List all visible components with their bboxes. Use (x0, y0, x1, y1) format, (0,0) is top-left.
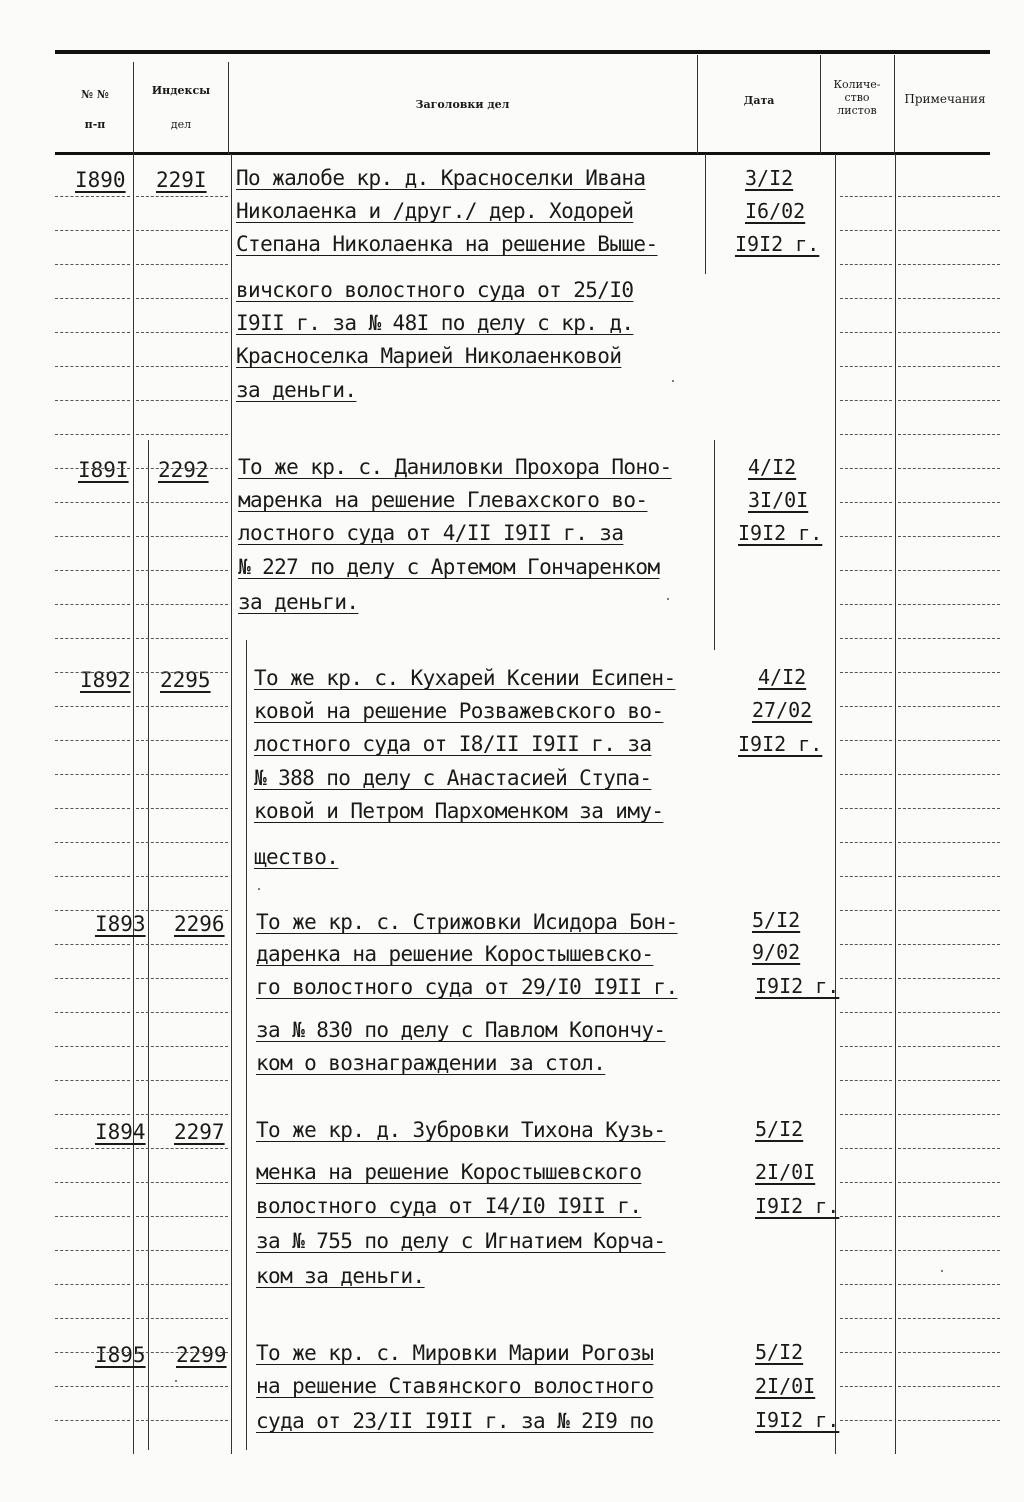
ruled-line (55, 196, 130, 197)
ruled-line (898, 876, 1000, 877)
ruled-line (898, 400, 1000, 401)
entry-index: 2299 (176, 1343, 227, 1367)
ruled-line (55, 332, 130, 333)
ruled-line (840, 740, 892, 741)
entry-date: I9I2 г. (755, 974, 840, 998)
ruled-line (55, 740, 130, 741)
ruled-line (136, 536, 228, 537)
entry-title-line: ковой на решение Розважевского во- (254, 699, 664, 723)
ruled-line (898, 1250, 1000, 1251)
ruled-line (898, 978, 1000, 979)
entry-num: I895 (95, 1343, 146, 1367)
ruled-line (898, 536, 1000, 537)
ruled-line (136, 1284, 228, 1285)
ruled-line (55, 502, 130, 503)
ruled-line (898, 230, 1000, 231)
ruled-line (136, 740, 228, 741)
ruled-line (898, 1284, 1000, 1285)
ruled-line (136, 298, 228, 299)
ruled-line (898, 196, 1000, 197)
ruled-line (136, 808, 228, 809)
entry-date: 2I/0I (755, 1160, 816, 1184)
entry-index: 2292 (158, 458, 209, 482)
ruled-line (55, 1250, 130, 1251)
ruled-line (55, 434, 130, 435)
body-col-sep (246, 640, 247, 1450)
entry-title-line: I9II г. за № 48I по делу с кр. д. (236, 311, 634, 335)
ruled-line (840, 298, 892, 299)
ruled-line (840, 502, 892, 503)
body-col-sep (705, 154, 706, 274)
header-bottom-rule (55, 152, 990, 155)
ruled-line (136, 672, 228, 673)
ruled-line (840, 808, 892, 809)
ruled-line (55, 230, 130, 231)
ruled-line (136, 638, 228, 639)
ruled-line (898, 910, 1000, 911)
ruled-line (136, 1182, 228, 1183)
ruled-line (898, 1012, 1000, 1013)
ruled-line (136, 604, 228, 605)
body-col-sep (835, 154, 836, 1454)
entry-date: I6/02 (745, 199, 806, 223)
ruled-line (840, 570, 892, 571)
ruled-line (898, 366, 1000, 367)
entry-title-line: вичского волостного суда от 25/I0 (236, 278, 634, 302)
ruled-line (55, 978, 130, 979)
body-col-sep (133, 154, 134, 1454)
ruled-line (840, 1148, 892, 1149)
ruled-line (55, 298, 130, 299)
ruled-line (136, 366, 228, 367)
entry-date: 5/I2 (755, 1117, 804, 1141)
ruled-line (136, 230, 228, 231)
ruled-line (55, 400, 130, 401)
ruled-line (840, 1216, 892, 1217)
ruled-line (840, 638, 892, 639)
entry-num: I894 (95, 1120, 146, 1144)
entry-title-line: суда от 23/II I9II г. за № 2I9 по (256, 1409, 654, 1433)
ruled-line (898, 1080, 1000, 1081)
ruled-line (898, 1148, 1000, 1149)
ruled-line (898, 1386, 1000, 1387)
ruled-line (898, 332, 1000, 333)
header-date: Дата (743, 94, 775, 107)
entry-title-line: Степана Николаенка на решение Выше- (236, 232, 658, 256)
entry-title-line: ком за деньги. (256, 1264, 425, 1288)
ruled-line (840, 1114, 892, 1115)
ruled-line (136, 1114, 228, 1115)
header-title: Заголовки дел (415, 98, 510, 111)
body-col-sep (231, 154, 232, 1454)
ruled-line (840, 196, 892, 197)
ruled-line (840, 1386, 892, 1387)
entry-date: I9I2 г. (755, 1194, 840, 1218)
ruled-line (840, 1318, 892, 1319)
ruled-line (55, 604, 130, 605)
ruled-line (898, 468, 1000, 469)
entry-date: 2I/0I (755, 1374, 816, 1398)
ruled-line (136, 1012, 228, 1013)
entry-title-line: щество. (254, 845, 339, 869)
entry-title-line: То же кр. с. Мировки Марии Рогозы (256, 1341, 654, 1365)
entry-title-line: за деньги. (236, 378, 357, 402)
entry-title-line: на решение Ставянского волостного (256, 1374, 654, 1398)
ruled-line (898, 1216, 1000, 1217)
ruled-line (55, 1046, 130, 1047)
ruled-line (136, 1216, 228, 1217)
entry-title-line: даренка на решение Коростышевско- (256, 942, 654, 966)
ruled-line (55, 1318, 130, 1319)
ruled-line (55, 774, 130, 775)
ruled-line (840, 1046, 892, 1047)
entry-date: 3I/0I (748, 488, 809, 512)
ruled-line (55, 910, 130, 911)
entry-title-line: лостного суда от 4/II I9II г. за (238, 521, 624, 545)
ruled-line (136, 1352, 228, 1353)
ruled-line (55, 638, 130, 639)
ruled-line (840, 434, 892, 435)
entry-title-line: за № 830 по делу с Павлом Копончу- (256, 1018, 666, 1042)
ruled-line (840, 468, 892, 469)
header-col-sep (228, 62, 229, 154)
header-top-rule (55, 50, 990, 54)
ruled-line (840, 604, 892, 605)
ruled-line (898, 1318, 1000, 1319)
ruled-line (898, 740, 1000, 741)
entry-title-line: го волостного суда от 29/I0 I9II г. (256, 975, 678, 999)
ruled-line (898, 1420, 1000, 1421)
ruled-line (55, 1284, 130, 1285)
header-col-sep (697, 55, 698, 154)
entry-title-line: менка на решение Коростышевского (256, 1160, 642, 1184)
ruled-line (136, 1318, 228, 1319)
ruled-line (55, 468, 130, 469)
ruled-line (898, 604, 1000, 605)
entry-title-line: за деньги. (238, 590, 359, 614)
ruled-line (55, 1080, 130, 1081)
entry-date: 5/I2 (752, 908, 801, 932)
ruled-line (840, 400, 892, 401)
ruled-line (898, 264, 1000, 265)
entry-title-line: маренка на решение Глевахского во- (238, 488, 648, 512)
ruled-line (898, 774, 1000, 775)
ruled-line (136, 1080, 228, 1081)
entry-num: I893 (95, 912, 146, 936)
ruled-line (136, 468, 228, 469)
header-col-sep (133, 62, 134, 154)
ruled-line (898, 502, 1000, 503)
ruled-line (55, 672, 130, 673)
header-num: № № п-п (81, 88, 109, 131)
entry-index: 2295 (160, 668, 211, 692)
entry-num: I890 (75, 168, 126, 192)
scan-speck (941, 1270, 943, 1272)
ruled-line (840, 1284, 892, 1285)
ruled-line (840, 1182, 892, 1183)
entry-title-line: волостного суда от I4/I0 I9II г. (256, 1194, 642, 1218)
entry-title-line: № 388 по делу с Анастасией Ступа- (254, 766, 652, 790)
entry-index: 2297 (174, 1120, 225, 1144)
ruled-line (55, 1386, 130, 1387)
entry-title-line: № 227 по делу с Артемом Гончаренком (238, 555, 660, 579)
ruled-line (136, 910, 228, 911)
entry-num: I892 (80, 668, 131, 692)
ruled-line (55, 842, 130, 843)
ruled-line (840, 366, 892, 367)
body-col-sep (148, 440, 149, 1450)
entry-title-line: Красноселка Марией Николаенковой (236, 344, 622, 368)
scan-speck (667, 598, 669, 600)
ruled-line (840, 332, 892, 333)
ruled-line (136, 570, 228, 571)
entry-title-line: Николаенка и /друг./ дер. Ходорей (236, 199, 634, 223)
body-col-sep (714, 440, 715, 650)
ruled-line (55, 1182, 130, 1183)
ruled-line (898, 944, 1000, 945)
entry-title-line: ковой и Петром Пархоменком за иму- (254, 799, 664, 823)
ruled-line (136, 1148, 228, 1149)
ruled-line (136, 706, 228, 707)
header-sheets: Количе- ство листов (833, 78, 881, 117)
entry-date: I9I2 г. (738, 521, 823, 545)
ruled-line (898, 1182, 1000, 1183)
entry-date: I9I2 г. (738, 732, 823, 756)
entry-title-line: То же кр. с. Кухарей Ксении Есипен- (254, 666, 676, 690)
ruled-line (898, 1046, 1000, 1047)
entry-title-line: за № 755 по делу с Игнатием Корча- (256, 1229, 666, 1253)
entry-title-line: То же кр. с. Даниловки Прохора Поно- (238, 455, 672, 479)
ruled-line (136, 1386, 228, 1387)
ruled-line (55, 264, 130, 265)
entry-date: I9I2 г. (755, 1408, 840, 1432)
ruled-line (898, 298, 1000, 299)
scan-speck (258, 888, 260, 890)
ruled-line (55, 570, 130, 571)
ruled-line (136, 400, 228, 401)
ruled-line (136, 876, 228, 877)
header-index: Индексы дел (151, 84, 211, 131)
entry-num: I89I (78, 458, 129, 482)
ruled-line (898, 1114, 1000, 1115)
ruled-line (898, 842, 1000, 843)
ruled-line (840, 774, 892, 775)
ruled-line (840, 1420, 892, 1421)
ruled-line (898, 638, 1000, 639)
ruled-line (840, 536, 892, 537)
ruled-line (840, 672, 892, 673)
ruled-line (55, 808, 130, 809)
ruled-line (898, 434, 1000, 435)
ruled-line (840, 706, 892, 707)
entry-index: 2296 (174, 912, 225, 936)
ruled-line (55, 1148, 130, 1149)
ruled-line (55, 1352, 130, 1353)
ruled-line (898, 706, 1000, 707)
entry-title-line: То же кр. д. Зубровки Тихона Кузь- (256, 1118, 666, 1142)
ruled-line (136, 774, 228, 775)
ruled-line (136, 1420, 228, 1421)
ruled-line (840, 842, 892, 843)
ruled-line (840, 230, 892, 231)
scan-speck (175, 1380, 177, 1382)
ruled-line (840, 1250, 892, 1251)
ruled-line (898, 672, 1000, 673)
entry-date: 27/02 (752, 698, 813, 722)
body-col-sep (895, 154, 896, 1454)
ruled-line (898, 1352, 1000, 1353)
ruled-line (840, 876, 892, 877)
ruled-line (136, 944, 228, 945)
ruled-line (898, 570, 1000, 571)
ruled-line (136, 332, 228, 333)
ruled-line (840, 1352, 892, 1353)
ruled-line (55, 1216, 130, 1217)
ruled-line (55, 876, 130, 877)
ruled-line (840, 1080, 892, 1081)
ruled-line (55, 706, 130, 707)
entry-title-line: То же кр. с. Стрижовки Исидора Бон- (256, 910, 678, 934)
ruled-line (136, 264, 228, 265)
ruled-line (840, 978, 892, 979)
ruled-line (840, 264, 892, 265)
ruled-line (136, 1046, 228, 1047)
entry-date: 4/I2 (758, 665, 807, 689)
ruled-line (55, 1114, 130, 1115)
ruled-line (136, 502, 228, 503)
ruled-line (840, 944, 892, 945)
ruled-line (136, 196, 228, 197)
ruled-line (55, 366, 130, 367)
ruled-line (55, 1420, 130, 1421)
entry-date: 9/02 (752, 940, 801, 964)
scan-speck (672, 380, 674, 382)
ruled-line (136, 1250, 228, 1251)
entry-title-line: лостного суда от I8/II I9II г. за (254, 732, 652, 756)
entry-date: I9I2 г. (735, 232, 820, 256)
ruled-line (136, 434, 228, 435)
ruled-line (898, 808, 1000, 809)
entry-date: 3/I2 (745, 166, 794, 190)
entry-date: 5/I2 (755, 1340, 804, 1364)
ruled-line (136, 978, 228, 979)
ruled-line (840, 1012, 892, 1013)
ruled-line (55, 944, 130, 945)
entry-date: 4/I2 (748, 455, 797, 479)
entry-title-line: ком о вознаграждении за стол. (256, 1051, 606, 1075)
ruled-line (840, 910, 892, 911)
ruled-line (55, 536, 130, 537)
header-notes: Примечания (904, 92, 986, 106)
entry-title-line: По жалобе кр. д. Красноселки Ивана (236, 166, 646, 190)
ruled-line (136, 842, 228, 843)
ruled-line (55, 1012, 130, 1013)
entry-index: 229I (156, 168, 207, 192)
